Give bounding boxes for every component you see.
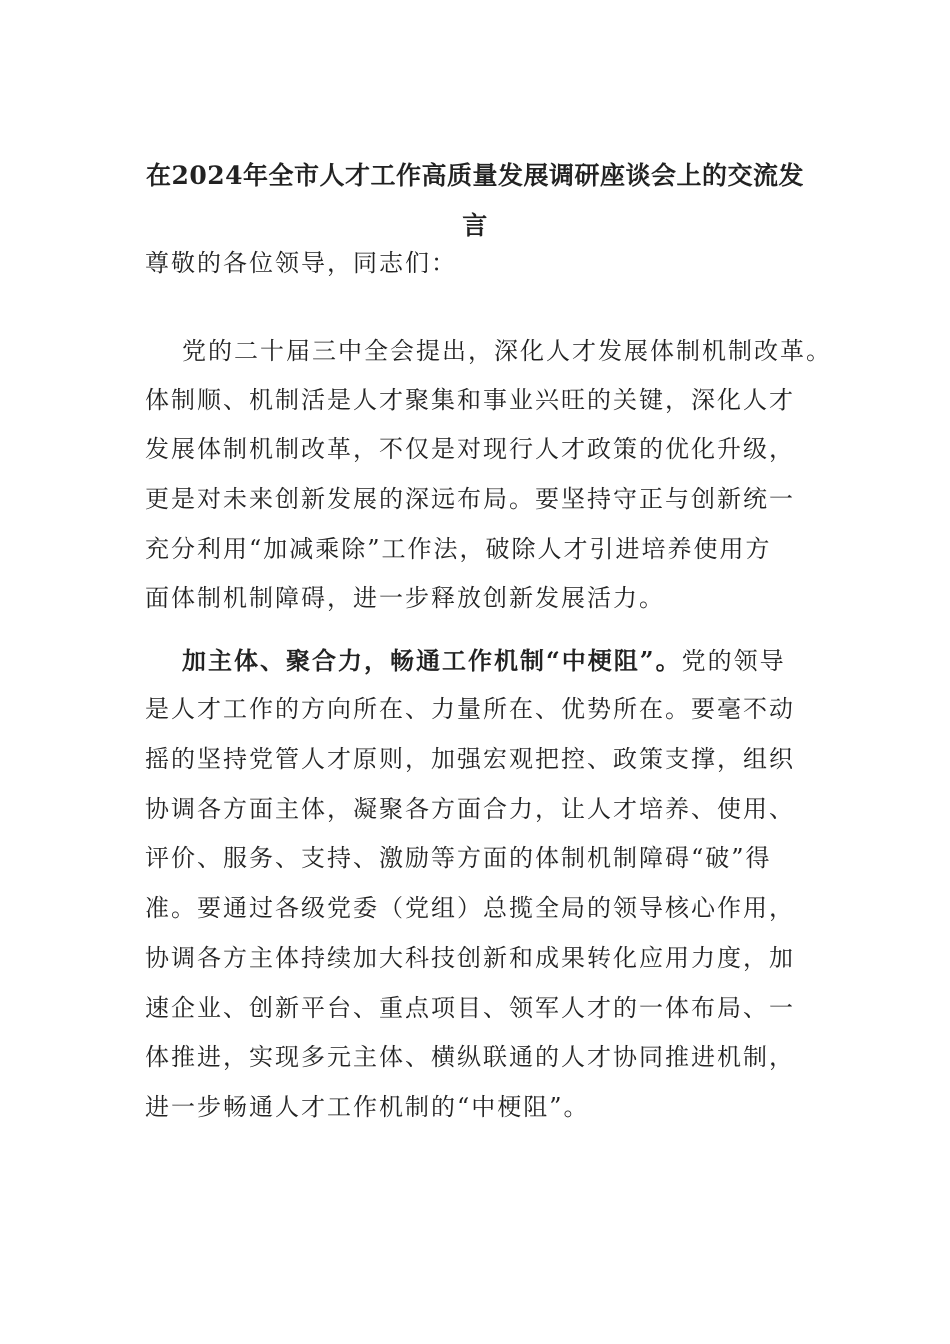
paragraph-2-line: 进一步畅通人才工作机制的“中梗阻”。 (145, 1093, 590, 1121)
paragraph-2-line: 速企业、创新平台、重点项目、领军人才的一体布局、一 (145, 994, 795, 1022)
paragraph-2-line: 体推进，实现多元主体、横纵联通的人才协同推进机制， (145, 1043, 795, 1071)
paragraph-2-line: 评价、服务、支持、激励等方面的体制机制障碍“破”得 (145, 844, 772, 872)
paragraph-1-line: 党的二十届三中全会提出，深化人才发展体制机制改革。 (182, 337, 832, 365)
paragraph-1-line: 体制顺、机制活是人才聚集和事业兴旺的关键，深化人才 (145, 386, 795, 414)
paragraph-2-line: 摇的坚持党管人才原则，加强宏观把控、政策支撑，组织 (145, 745, 795, 773)
section-heading: 加主体、聚合力，畅通工作机制“中梗阻”。 (182, 646, 682, 675)
paragraph-2-line: 协调各方面主体，凝聚各方面合力，让人才培养、使用、 (145, 795, 795, 823)
paragraph-2-first-line (182, 643, 786, 679)
paragraph-2-line: 准。要通过各级党委（党组）总揽全局的领导核心作用， (145, 894, 795, 922)
document-title-continued: 言 (462, 211, 488, 240)
paragraph-2-line: 是人才工作的方向所在、力量所在、优势所在。要毫不动 (145, 695, 795, 723)
document-title: 在2024年全市人才工作高质量发展调研座谈会上的交流发 (145, 161, 805, 190)
greeting: 尊敬的各位领导，同志们： (145, 249, 457, 277)
paragraph-1-line: 发展体制机制改革，不仅是对现行人才政策的优化升级， (145, 435, 795, 463)
paragraph-2-line: 协调各方主体持续加大科技创新和成果转化应用力度，加 (145, 944, 795, 972)
paragraph-1-line: 面体制机制障碍，进一步释放创新发展活力。 (145, 584, 665, 612)
paragraph-2-text: 党的领导 (681, 647, 786, 675)
paragraph-1-line: 更是对未来创新发展的深远布局。要坚持守正与创新统一 (145, 485, 795, 513)
paragraph-1-line: 充分利用“加减乘除”工作法，破除人才引进培养使用方 (145, 535, 772, 563)
